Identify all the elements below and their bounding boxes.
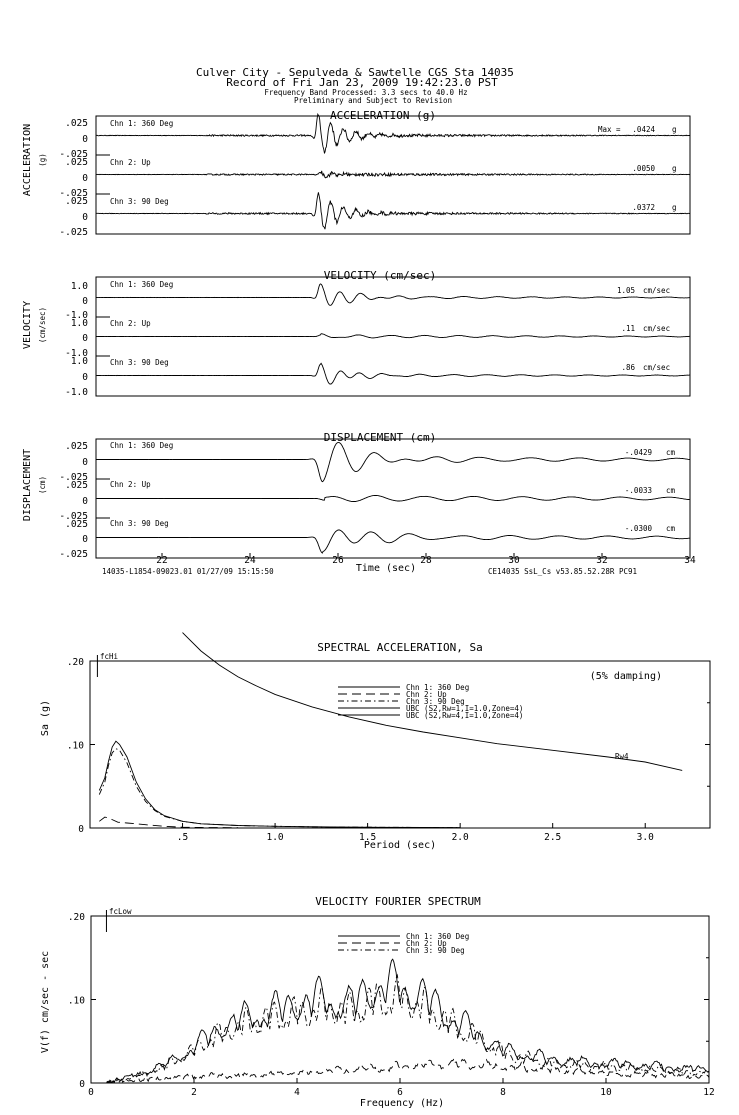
- y-tick-label: 1.0: [70, 356, 88, 367]
- y-tick-label: .10: [67, 995, 85, 1007]
- peak-unit: g: [672, 164, 677, 173]
- y-tick-label: -.025: [59, 227, 88, 238]
- x-tick-label: 8: [500, 1087, 506, 1098]
- y-tick-label: -.025: [59, 549, 88, 560]
- x-tick-label: 10: [600, 1087, 612, 1098]
- x-tick-label: 2: [191, 1087, 197, 1098]
- legend-label: Chn 1: 360 Deg: [406, 932, 470, 941]
- velocity-title: VELOCITY (cm/sec): [323, 269, 437, 282]
- legend-label: UBC (S2,Rw=1,I=1.0,Zone=4): [406, 704, 524, 713]
- displacement-ylabel-unit: (cm): [38, 475, 47, 495]
- legend-label: Chn 3: 90 Deg: [406, 946, 465, 955]
- footer-right: CE14035 SsL_Cs v53.85.52.28R PC91: [488, 567, 638, 576]
- peak-unit: cm/sec: [643, 324, 671, 333]
- y-tick-label: .025: [65, 480, 88, 491]
- peak-value: -.0300: [624, 524, 652, 533]
- sa-curve-chn1: [99, 741, 460, 827]
- fourier-legend: [338, 932, 469, 955]
- peak-value: -.0033: [624, 486, 652, 495]
- peak-unit: g: [672, 203, 677, 212]
- acceleration-title: ACCELERATION (g): [330, 109, 436, 122]
- y-tick-label: .025: [65, 157, 88, 168]
- y-tick-label: 0: [79, 1079, 85, 1090]
- peak-unit: cm: [666, 524, 676, 533]
- x-tick-label: .5: [176, 832, 189, 843]
- fourier-xlabel: Frequency (Hz): [359, 1098, 445, 1109]
- y-tick-label: .025: [65, 519, 88, 530]
- velocity-trace-chn2: [96, 334, 690, 338]
- y-tick-label: .025: [65, 196, 88, 207]
- marker-label: fcLow: [109, 907, 132, 916]
- y-tick-label: 1.0: [70, 281, 88, 292]
- velocity-ylabel-unit: (cm/sec): [38, 306, 47, 344]
- y-tick-label: 0: [82, 372, 88, 383]
- x-tick-label: 6: [397, 1087, 403, 1098]
- marker-label: fcHi: [100, 652, 119, 661]
- frequency-band: Frequency Band Processed: 3.3 secs to 40.0 Hz: [264, 88, 468, 97]
- spectral-acceleration-panel: [40, 633, 710, 851]
- x-tick-label: 4: [294, 1087, 300, 1098]
- legend-label: Chn 1: 360 Deg: [406, 683, 470, 692]
- y-tick-label: .10: [66, 740, 84, 752]
- sa-ylabel: Sa (g): [40, 699, 51, 737]
- displacement-title: DISPLACEMENT (cm): [323, 431, 437, 444]
- y-tick-label: -1.0: [65, 348, 88, 359]
- y-tick-label: .025: [65, 441, 88, 452]
- x-tick-label: 30: [508, 555, 520, 566]
- station-title: Culver City - Sepulveda & Sawtelle CGS Sta 14035: [196, 66, 514, 79]
- velocity-trace-chn3: [96, 363, 690, 384]
- peak-unit: cm/sec: [643, 363, 671, 372]
- fourier-axes: [68, 912, 715, 1098]
- y-tick-label: 0: [82, 496, 88, 507]
- x-tick-label: 28: [420, 555, 432, 566]
- peak-unit: cm/sec: [643, 286, 671, 295]
- y-tick-label: 0: [82, 457, 88, 468]
- peak-value: -.0429: [624, 448, 652, 457]
- peak-unit: g: [672, 125, 677, 134]
- peak-value: .0424: [632, 125, 655, 134]
- peak-value: 1.05: [616, 286, 635, 295]
- y-tick-label: 0: [78, 824, 84, 835]
- peak-unit: cm: [666, 486, 676, 495]
- x-tick-label: 1.0: [266, 832, 284, 843]
- x-tick-label: 0: [88, 1087, 94, 1098]
- sa-xlabel: Period (sec): [363, 840, 437, 851]
- channel-label: Chn 3: 90 Deg: [110, 519, 169, 528]
- acceleration-ylabel-unit: (g): [38, 153, 47, 167]
- legend-label: Chn 2: Up: [406, 939, 447, 948]
- sa-frame: [90, 661, 710, 828]
- displacement-trace-chn2: [96, 496, 690, 502]
- y-tick-label: 1.0: [70, 318, 88, 329]
- channel-label: Chn 3: 90 Deg: [110, 197, 169, 206]
- channel-label: Chn 3: 90 Deg: [110, 358, 169, 367]
- y-tick-label: .20: [67, 912, 85, 923]
- y-tick-label: -.025: [59, 188, 88, 199]
- velocity-ylabel: VELOCITY: [22, 300, 33, 350]
- x-tick-label: 34: [684, 555, 696, 566]
- x-tick-label: 32: [596, 555, 608, 566]
- y-tick-label: .025: [65, 118, 88, 129]
- y-tick-label: 0: [82, 296, 88, 307]
- y-tick-label: 0: [82, 212, 88, 223]
- y-tick-label: .20: [66, 657, 84, 668]
- legend-label: Chn 3: 90 Deg: [406, 697, 465, 706]
- x-tick-label: 26: [332, 555, 344, 566]
- damping-label: (5% damping): [589, 671, 662, 682]
- max-prefix: Max =: [598, 125, 621, 134]
- y-tick-label: -.025: [59, 149, 88, 160]
- footer-left: 14035-L1854-09023.01 01/27/09 15:15:50: [102, 567, 274, 576]
- fourier-title: VELOCITY FOURIER SPECTRUM: [315, 895, 481, 908]
- acceleration-panel: [22, 109, 690, 238]
- acceleration-trace-chn3: [96, 192, 690, 229]
- fourier-curve-chn1: [107, 959, 710, 1082]
- x-tick-label: 2.5: [544, 832, 562, 843]
- sa-curve-chn3: [99, 749, 460, 828]
- peak-value: .86: [621, 363, 635, 372]
- sa-curve-chn2: [99, 817, 238, 828]
- y-tick-label: 0: [82, 134, 88, 145]
- sa-title: SPECTRAL ACCELERATION, Sa: [317, 641, 483, 654]
- y-tick-label: 0: [82, 333, 88, 344]
- displacement-ylabel: DISPLACEMENT: [22, 448, 33, 522]
- x-tick-label: 24: [244, 555, 256, 566]
- velocity-trace-chn1: [96, 284, 690, 305]
- channel-label: Chn 1: 360 Deg: [110, 119, 174, 128]
- y-tick-label: 0: [82, 173, 88, 184]
- displacement-trace-chn3: [96, 530, 690, 553]
- peak-value: .0050: [632, 164, 655, 173]
- y-tick-label: -.025: [59, 472, 88, 483]
- displacement-panel: [22, 431, 696, 576]
- x-tick-label: 22: [156, 555, 168, 566]
- velocity-panel: [22, 269, 690, 398]
- fourier-ylabel: V(f) cm/sec - sec: [40, 950, 51, 1054]
- x-tick-label: 3.0: [636, 832, 654, 843]
- y-tick-label: -1.0: [65, 310, 88, 321]
- channel-label: Chn 2: Up: [110, 480, 151, 489]
- channel-label: Chn 1: 360 Deg: [110, 280, 174, 289]
- channel-label: Chn 1: 360 Deg: [110, 441, 174, 450]
- x-tick-label: 12: [703, 1087, 715, 1098]
- y-tick-label: 0: [82, 534, 88, 545]
- displacement-trace-chn1: [96, 442, 690, 481]
- y-tick-label: -.025: [59, 511, 88, 522]
- peak-unit: cm: [666, 448, 676, 457]
- sa-legend: [338, 683, 523, 720]
- channel-label: Chn 2: Up: [110, 319, 151, 328]
- acceleration-trace-chn2: [96, 171, 690, 178]
- peak-value: .0372: [632, 203, 655, 212]
- acceleration-ylabel: ACCELERATION: [22, 123, 33, 197]
- peak-value: .11: [621, 324, 635, 333]
- preliminary-note: Preliminary and Subject to Revision: [293, 96, 453, 105]
- time-axis-label: Time (sec): [355, 563, 417, 574]
- y-tick-label: -1.0: [65, 387, 88, 398]
- time-axis: [156, 553, 696, 566]
- x-tick-label: 2.0: [451, 832, 469, 843]
- x-tick-label: 1.5: [359, 832, 377, 843]
- curve-label: Rw4: [615, 752, 629, 761]
- legend-label: UBC (S2,Rw=4,I=1.0,Zone=4): [406, 711, 524, 720]
- fourier-spectrum-panel: [40, 895, 715, 1109]
- legend-label: Chn 2: Up: [406, 690, 447, 699]
- record-date: Record of Fri Jan 23, 2009 19:42:23.0 PST: [226, 76, 498, 89]
- channel-label: Chn 2: Up: [110, 158, 151, 167]
